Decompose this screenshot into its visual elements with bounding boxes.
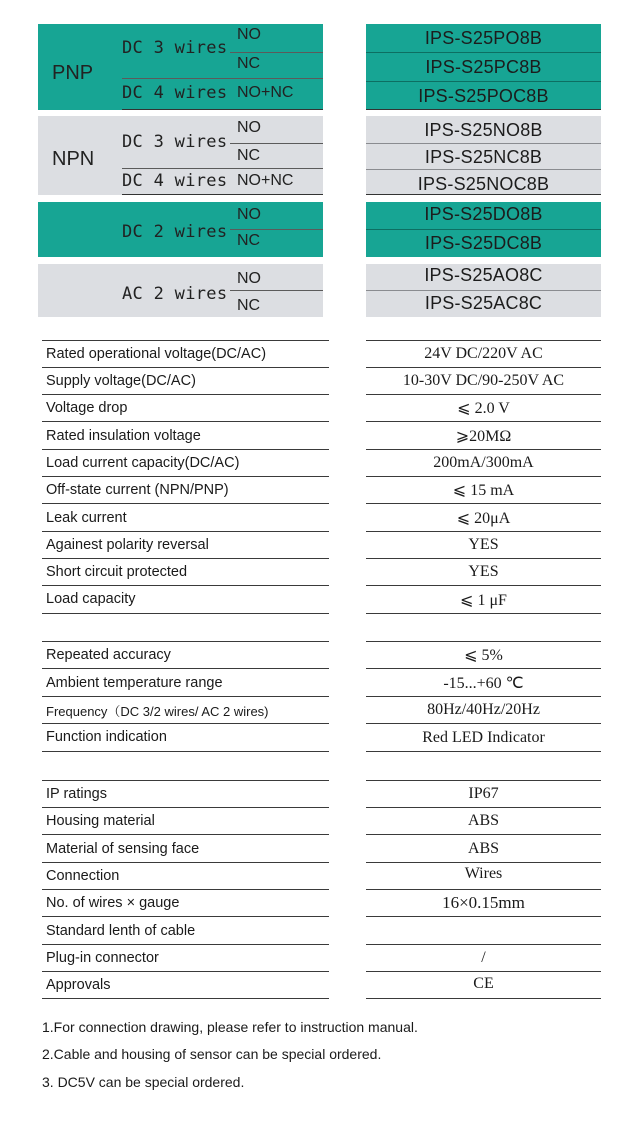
spec-label: Plug-in connector: [42, 945, 329, 972]
spec-value: [366, 917, 601, 945]
part-number: IPS-S25AO8C: [424, 265, 543, 285]
spec-value: 16×0.15mm: [366, 890, 601, 917]
spec-value: -15...+60 ℃: [366, 669, 601, 697]
spec-value: ABS: [366, 808, 601, 835]
spec-label: Repeated accuracy: [42, 642, 329, 669]
part-number: IPS-S25DO8B: [424, 204, 543, 224]
wiring-label: DC 3 wires: [122, 38, 228, 58]
part-number: IPS-S25NC8B: [424, 147, 543, 167]
ac2-models: [366, 264, 601, 317]
spec-label: No. of wires × gauge: [42, 890, 329, 917]
wiring-label: DC 2 wires: [122, 222, 228, 242]
spec-value: ⩽ 2.0 V: [366, 395, 601, 422]
part-number: IPS-S25NOC8B: [417, 174, 550, 194]
footnote: 1.For connection drawing, please refer to instruction manual.: [42, 1019, 418, 1035]
divider: [122, 78, 323, 79]
dc2-models: [366, 202, 601, 257]
ac2-block: [38, 264, 323, 317]
output-no: NO: [237, 270, 261, 287]
spec-label: Load current capacity(DC/AC): [42, 450, 329, 477]
divider: [366, 81, 601, 82]
divider: [122, 109, 323, 110]
spec-value: ⩽ 1 μF: [366, 586, 601, 614]
footnote: 3. DC5V can be special ordered.: [42, 1074, 245, 1090]
spec-label: Rated insulation voltage: [42, 422, 329, 450]
part-number: IPS-S25PO8B: [424, 28, 543, 48]
spec-value: Wires: [366, 863, 601, 890]
spec-label: Againest polarity reversal: [42, 532, 329, 559]
spec-value: ⩽ 15 mA: [366, 477, 601, 504]
spec-value: 10-30V DC/90-250V AC: [366, 368, 601, 395]
spec-label: Ambient temperature range: [42, 669, 329, 697]
dc2-block: [38, 202, 323, 257]
spec-value: ⩽ 20μA: [366, 504, 601, 532]
divider: [366, 290, 601, 291]
output-nc: NC: [237, 297, 261, 314]
divider: [122, 194, 323, 195]
spec-value: ⩽ 5%: [366, 642, 601, 669]
spec-label: Supply voltage(DC/AC): [42, 368, 329, 395]
spec-label: Function indication: [42, 724, 329, 752]
wiring-label: DC 4 wires: [122, 171, 228, 191]
spec-label: Rated operational voltage(DC/AC): [42, 341, 329, 368]
output-no-nc: NO+NC: [237, 84, 294, 101]
output-nc: NC: [237, 232, 261, 249]
part-number: IPS-S25POC8B: [418, 86, 549, 106]
output-no: NO: [237, 119, 261, 136]
spec-label: Short circuit protected: [42, 559, 329, 586]
part-number: IPS-S25PC8B: [425, 57, 542, 77]
wiring-label: DC 3 wires: [122, 132, 228, 152]
divider: [366, 109, 601, 110]
spec-label: Material of sensing face: [42, 835, 329, 863]
spec-label: Connection: [42, 863, 329, 890]
divider: [366, 52, 601, 53]
spec-label: Load capacity: [42, 586, 329, 614]
part-number: IPS-S25AC8C: [424, 293, 543, 313]
spec-value: /: [366, 945, 601, 972]
spec-label: Frequency（DC 3/2 wires/ AC 2 wires): [42, 697, 329, 724]
part-number: IPS-S25DC8B: [424, 233, 543, 253]
footnote: 2.Cable and housing of sensor can be special ordered.: [42, 1046, 382, 1062]
spec-label: IP ratings: [42, 781, 329, 808]
spec-value: CE: [366, 972, 601, 999]
spec-value: Red LED Indicator: [366, 724, 601, 752]
divider: [230, 143, 323, 144]
spec-value: YES: [366, 559, 601, 586]
divider: [230, 290, 323, 291]
output-nc: NC: [237, 147, 261, 164]
spec-value: 200mA/300mA: [366, 450, 601, 477]
spec-label: Voltage drop: [42, 395, 329, 422]
wiring-label: AC 2 wires: [122, 284, 228, 304]
divider: [366, 143, 601, 144]
signal-pnp: PNP: [52, 62, 94, 84]
divider: [122, 168, 323, 169]
spec-value: YES: [366, 532, 601, 559]
divider: [366, 229, 601, 230]
spec-label: Approvals: [42, 972, 329, 999]
divider: [230, 52, 323, 53]
npn-block: [38, 116, 323, 195]
spec-label: Leak current: [42, 504, 329, 532]
spec-label: Housing material: [42, 808, 329, 835]
spec-value: ABS: [366, 835, 601, 863]
output-no: NO: [237, 206, 261, 223]
output-no: NO: [237, 26, 261, 43]
wiring-label: DC 4 wires: [122, 83, 228, 103]
output-nc: NC: [237, 55, 261, 72]
spec-label: Off-state current (NPN/PNP): [42, 477, 329, 504]
divider: [366, 194, 601, 195]
divider: [366, 169, 601, 170]
spec-value: ⩾20MΩ: [366, 422, 601, 450]
part-number: IPS-S25NO8B: [424, 120, 543, 140]
spec-value: 80Hz/40Hz/20Hz: [366, 697, 601, 724]
signal-npn: NPN: [52, 148, 95, 170]
spec-value: 24V DC/220V AC: [366, 341, 601, 368]
npn-models: [366, 116, 601, 195]
output-no-nc: NO+NC: [237, 172, 294, 189]
spec-value: IP67: [366, 781, 601, 808]
pnp-models: [366, 24, 601, 110]
spec-label: Standard lenth of cable: [42, 917, 329, 945]
pnp-block: [38, 24, 323, 110]
divider: [230, 229, 323, 230]
